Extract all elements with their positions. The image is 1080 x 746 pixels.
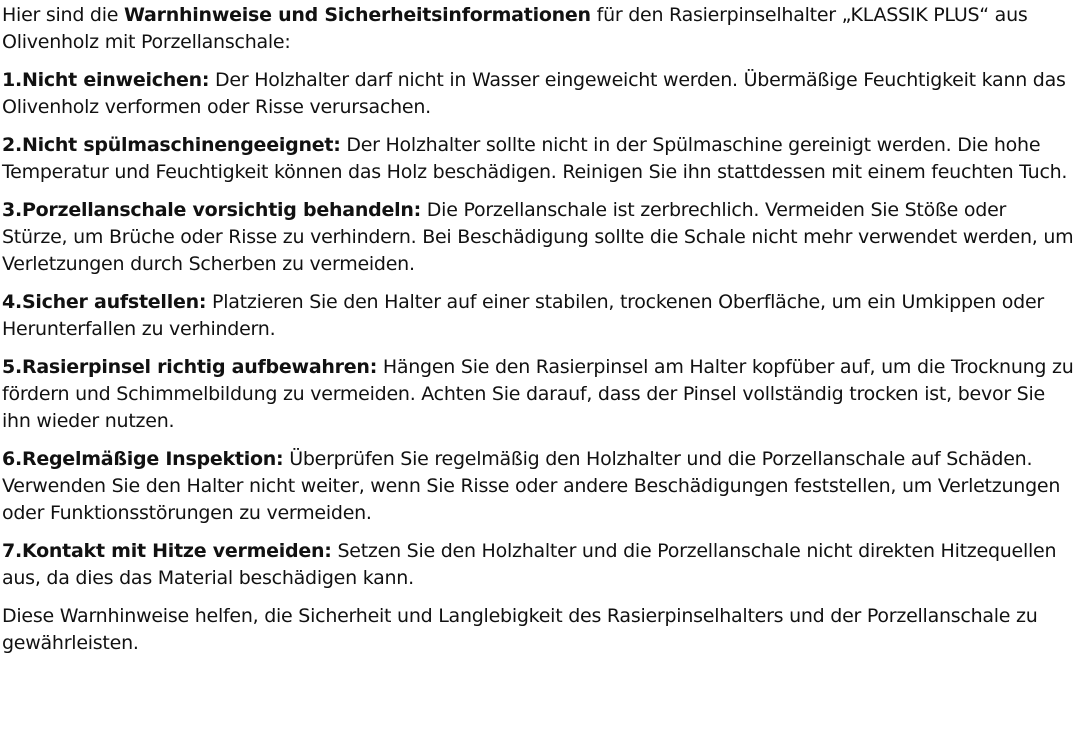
warning-text: Der Holzhalter sollte nicht in der Spülmaschine gereinigt werden. Die hohe Temperatur und Feuchtigkeit können das Holz beschädigen. Reinigen Sie ihn stattdessen mit einem feuchten Tuch. — [2, 134, 1068, 183]
warning-text: Setzen Sie den Holzhalter und die Porzellanschale nicht direkten Hitzequellen aus, da dies das Material beschädigen kann. — [2, 540, 1057, 589]
warning-item-5 — [2, 354, 1076, 435]
warning-text: Platzieren Sie den Halter auf einer stabilen, trockenen Oberfläche, um ein Umkippen oder Herunterfallen zu verhindern. — [2, 291, 1044, 340]
warning-heading: 7.Kontakt mit Hitze vermeiden: — [2, 540, 332, 562]
warning-item-1 — [2, 67, 1076, 121]
warning-heading: 3.Porzellanschale vorsichtig behandeln: — [2, 199, 422, 221]
warning-heading: 5.Rasierpinsel richtig aufbewahren: — [2, 356, 378, 378]
warning-text: Hängen Sie den Rasierpinsel am Halter kopfüber auf, um die Trocknung zu fördern und Schimmelbildung zu vermeiden. Achten Sie darauf, dass der Pinsel vollständig trocken ist, bevor Sie ihn wieder nutzen. — [2, 356, 1074, 432]
warning-heading: 2.Nicht spülmaschinengeeignet: — [2, 134, 341, 156]
warning-text: Die Porzellanschale ist zerbrechlich. Vermeiden Sie Stöße oder Stürze, um Brüche oder Risse zu verhindern. Bei Beschädigung sollte die Schale nicht mehr verwendet werden, um Verletzungen durch Scherben zu vermeiden. — [2, 199, 1074, 275]
intro-paragraph — [2, 2, 1076, 56]
intro-strong-text: Warnhinweise und Sicherheitsinformationen — [124, 4, 591, 26]
warning-item-6 — [2, 446, 1076, 527]
warning-item-4 — [2, 289, 1076, 343]
warning-text: Der Holzhalter darf nicht in Wasser eingeweicht werden. Übermäßige Feuchtigkeit kann das Olivenholz verformen oder Risse verursachen. — [2, 69, 1066, 118]
warning-item-3 — [2, 197, 1076, 278]
warning-heading: 1.Nicht einweichen: — [2, 69, 210, 91]
intro-text-before: Hier sind die — [2, 4, 124, 26]
warning-item-2 — [2, 132, 1076, 186]
outro-paragraph: Diese Warnhinweise helfen, die Sicherheit und Langlebigkeit des Rasierpinselhalters und der Porzellanschale zu gewährleisten. — [2, 605, 1038, 654]
warning-text: Überprüfen Sie regelmäßig den Holzhalter und die Porzellanschale auf Schäden. Verwenden Sie den Halter nicht weiter, wenn Sie Risse oder andere Beschädigungen feststellen, um Verletzungen oder Funktionsstörungen zu vermeiden. — [2, 448, 1061, 524]
warning-item-7 — [2, 538, 1076, 592]
intro-text-after: für den Rasierpinselhalter „KLASSIK PLUS“ aus Olivenholz mit Porzellanschale: — [2, 4, 1028, 53]
warning-heading: 4.Sicher aufstellen: — [2, 291, 207, 313]
warning-heading: 6.Regelmäßige Inspektion: — [2, 448, 284, 470]
document-body — [2, 2, 1076, 657]
